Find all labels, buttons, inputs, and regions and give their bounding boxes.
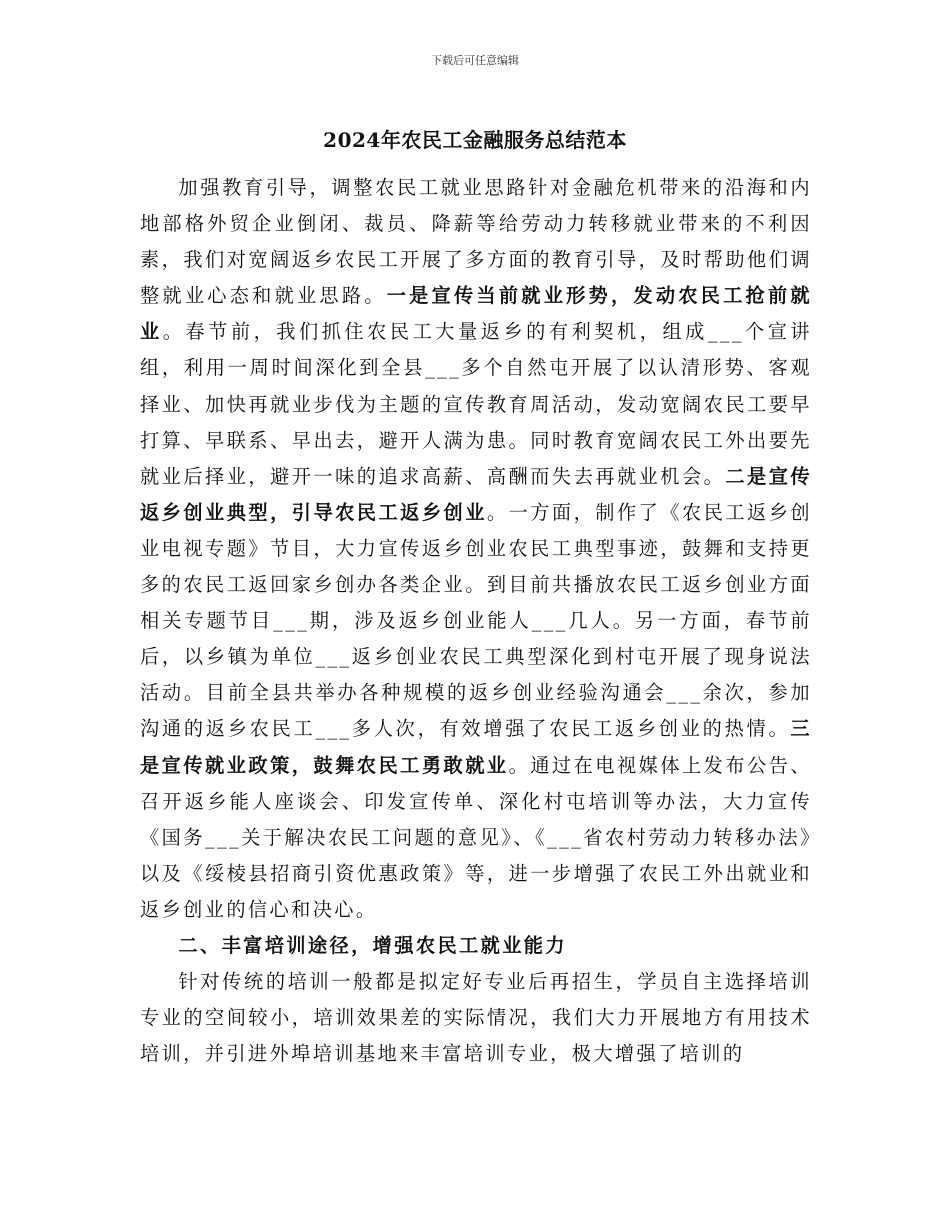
section-2-heading: 二、丰富培训途径，增强农民工就业能力 bbox=[178, 933, 567, 957]
point-3-heading: 三是宣传就业政策，鼓舞农民工勇敢就业 bbox=[140, 717, 812, 777]
paragraph-1-text-3: 。一方面，制作了《农民工返乡创业电视专题》节目，大力宣传返乡创业农民工典型事迹，鼓舞和支持更多的农民工返回家乡创办各类企业。到目前共播放农民工返乡创业方面相关专题节目___期，涉及返乡创业能人___几人。另一方面，春节前后，以乡镇为单位___返乡创业农民工典型深化到村屯开展了现身说法活动。目前全县共举办各种规模的返乡创业经验沟通会___余次，参加沟通的返乡农民工___多人次，有效增强了农民工返乡创业的热情。 bbox=[140, 500, 813, 741]
document-body bbox=[140, 170, 812, 1072]
header-note: 下载后可任意编辑 bbox=[431, 54, 519, 67]
paragraph-2: 针对传统的培训一般都是拟定好专业后再招生，学员自主选择培训专业的空间较小，培训效果差的实际情况，我们大力开展地方有用技术培训，并引进外埠培训基地来丰富培训专业，极大增强了培训的 bbox=[140, 970, 812, 1066]
paragraph-1-text-2: 。春节前，我们抓住农民工大量返乡的有利契机，组成___个宣讲组，利用一周时间深化到全县___多个自然屯开展了以认清形势、客观择业、加快再就业步伐为主题的宣传教育周活动，发动宽阔农民工要早打算、早联系、早出去，避开人满为患。同时教育宽阔农民工外出要先就业后择业，避开一味的追求高薪、高酬而失去再就业机会。 bbox=[140, 320, 812, 488]
point-2-heading: 二是宣传返乡创业典型，引导农民工返乡创业 bbox=[140, 464, 812, 524]
paragraph-1 bbox=[140, 170, 812, 928]
document-title: 2024年农民工金融服务总结范本 bbox=[323, 128, 627, 152]
paragraph-1-text-4: 。通过在电视媒体上发布公告、召开返乡能人座谈会、印发宣传单、深化村屯培训等办法，大力宣传《国务___关于解决农民工问题的意见》、《___省农村劳动力转移办法》以及《绥棱县招商引资优惠政策》等，进一步增强了农民工外出就业和返乡创业的信心和决心。 bbox=[140, 753, 812, 921]
paragraph-1-text-1: 加强教育引导，调整农民工就业思路针对金融危机带来的沿海和内地部格外贸企业倒闭、裁员、降薪等给劳动力转移就业带来的不利因素，我们对宽阔返乡农民工开展了多方面的教育引导，及时帮助他们调整就业心态和就业思路。 bbox=[140, 176, 812, 308]
point-1-heading: 一是宣传当前就业形势，发动农民工抢前就业 bbox=[140, 284, 812, 344]
